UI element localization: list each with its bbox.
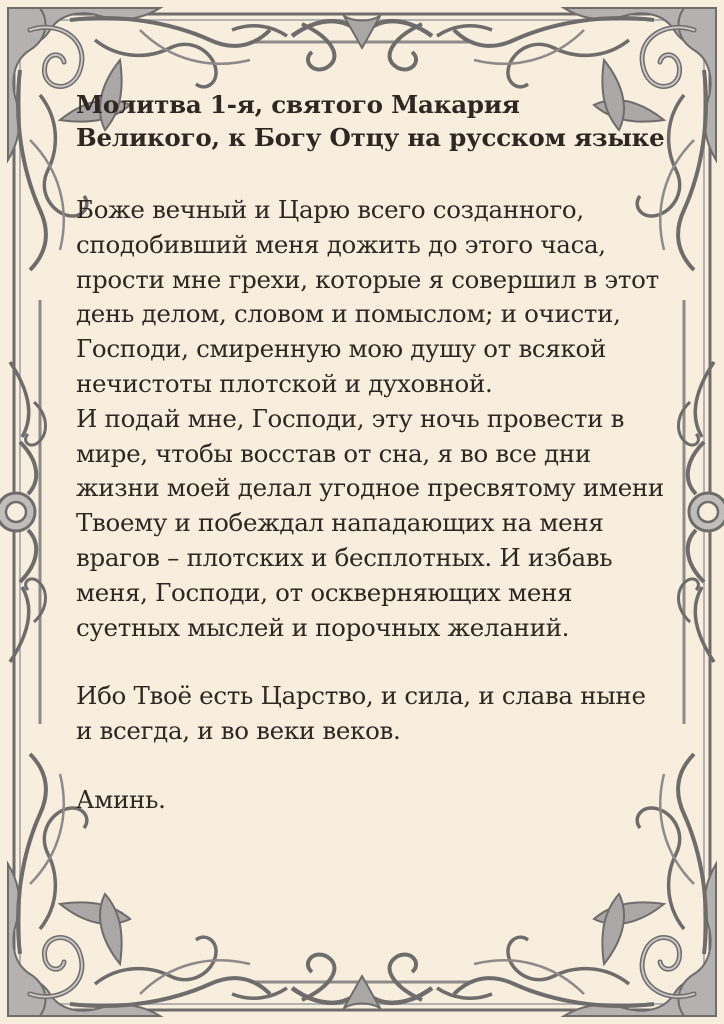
- prayer-doxology: Ибо Твоё есть Царство, и сила, и слава ныне и всегда, и во веки веков.: [76, 681, 646, 746]
- prayer-amen: Аминь.: [76, 784, 166, 814]
- prayer-text: [76, 88, 668, 818]
- prayer-paragraph-2: И подай мне, Господи, эту ночь провести в мире, чтобы восстав от сна, я во все дни жизни моей делал угодное пресвятому имени Твоему и побеждал нападающих на меня врагов – плотских и бесплотных. И избавь меня, Господи, от оскверняющих меня суетных мыслей и порочных желаний.: [76, 403, 664, 642]
- prayer-title: Молитва 1-я, святого Макария Великого, к Богу Отцу на русском языке: [76, 90, 665, 152]
- prayer-paragraph-1: Боже вечный и Царю всего созданного, сподобивший меня дожить до этого часа, прости мне грехи, которые я совершил в этот день делом, словом и помыслом; и очисти, Господи, смиренную мою душу от всякой нечистоты плотской и духовной.: [76, 195, 659, 398]
